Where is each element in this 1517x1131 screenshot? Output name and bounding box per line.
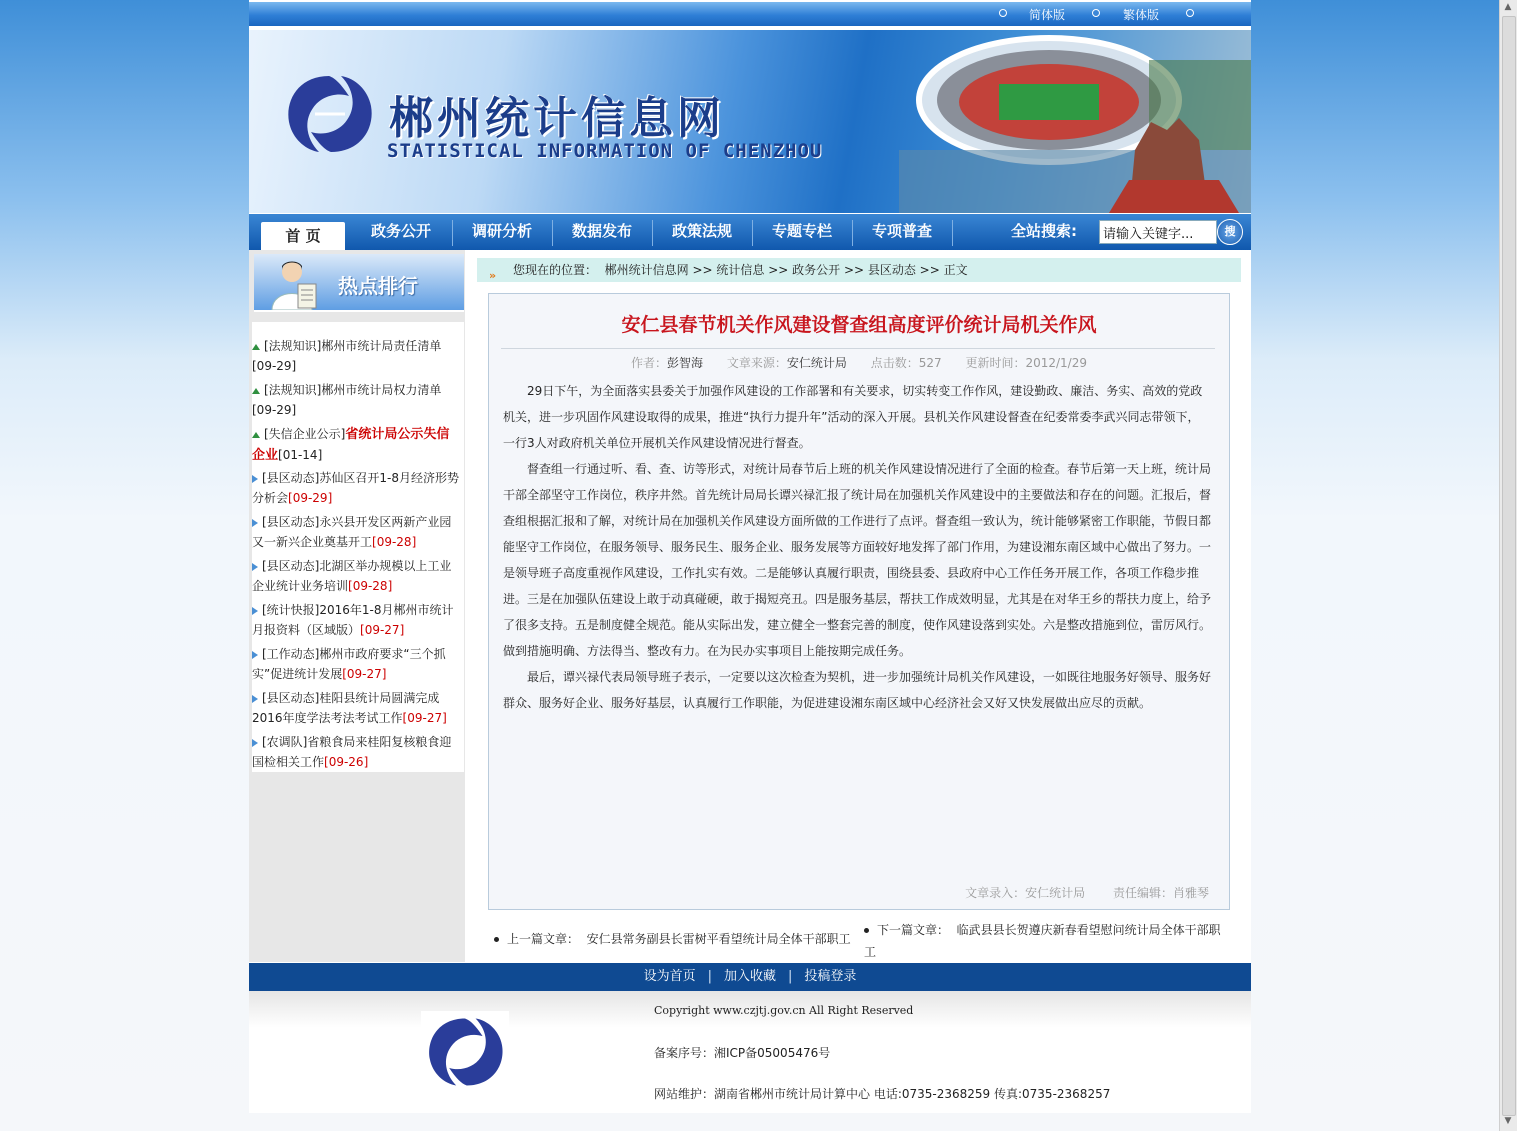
list-item-title[interactable]: [法规知识]郴州市统计局权力清单: [264, 383, 442, 397]
list-item[interactable]: [252, 644, 462, 684]
nav-topics[interactable]: 专题专栏: [771, 222, 832, 240]
source-label: 文章来源：: [726, 356, 787, 370]
editor-label: 责任编辑：: [1112, 886, 1173, 900]
arrow-right-icon: [252, 739, 258, 747]
next-label: 下一篇文章：: [877, 923, 950, 937]
page-container: [249, 0, 1251, 1113]
article-meta: [489, 354, 1229, 371]
bullet-icon: [1092, 9, 1100, 17]
banner: [249, 30, 1251, 213]
footer-links: 设为首页 | 加入收藏 | 投稿登录: [249, 963, 1251, 991]
list-item-date: [09-29]: [252, 403, 297, 417]
list-item-date: [09-29]: [288, 491, 333, 505]
author: 彭智海: [667, 356, 704, 370]
paragraph: 最后，谭兴禄代表局领导班子表示，一定要以这次检查为契机，进一步加强统计局机关作风建设，一如既往地服务好领导、服务好群众、服务好企业、服务好基层，认真履行工作职能，为促进建设湘东南区域中心经济社会又好又快发展做出应尽的贡献。: [503, 670, 1212, 710]
author-label: 作者：: [630, 356, 667, 370]
prev-article: [494, 930, 851, 947]
breadcrumb-text: [513, 258, 968, 282]
list-item-title[interactable]: [工作动态]郴州市政府要求“三个抓实”促进统计发展: [252, 647, 446, 681]
arrow-right-icon: [252, 563, 258, 571]
list-item-date: [09-27]: [360, 623, 405, 637]
sidebar: [249, 250, 465, 962]
list-item-date: [09-26]: [324, 755, 369, 769]
list-item[interactable]: [252, 512, 462, 552]
breadcrumb-prefix: 您现在的位置：: [513, 263, 598, 277]
prev-label: 上一篇文章：: [507, 932, 580, 946]
footer: [249, 991, 1251, 1113]
arrow-up-icon: [252, 432, 260, 438]
search-label: 全站搜索:: [1011, 222, 1077, 240]
search-button-icon[interactable]: 搜: [1217, 219, 1243, 245]
main-nav: [249, 214, 1251, 250]
bullet-icon: [494, 937, 499, 942]
hot-list: [252, 322, 464, 772]
scroll-up-arrow-icon[interactable]: ▲: [1504, 2, 1512, 12]
list-item[interactable]: [252, 688, 462, 728]
updated: 2012/1/29: [1025, 356, 1087, 370]
icp-number: 备案序号：湘ICP备05005476号: [654, 1046, 831, 1060]
simplified-link[interactable]: 简体版: [1029, 8, 1066, 22]
arrow-right-icon: [252, 475, 258, 483]
next-article-link[interactable]: 临武县县长贺遵庆新春看望慰问统计局全体干部职工: [864, 923, 1221, 959]
article-body: [503, 378, 1211, 716]
double-arrow-icon: »: [489, 269, 497, 282]
hits-label: 点击数：: [870, 356, 919, 370]
paragraph: 29日下午，为全面落实县委关于加强作风建设的工作部署和有关要求，切实转变工作作风，建设勤政、廉洁、务实、高效的党政机关，进一步巩固作风建设取得的成果，推进“执行力提升年”活动的深入开展。县机关作风建设督查在纪委常委李武兴同志带领下，一行3人对政府机关单位开展机关作风建设情况进行督查。: [503, 384, 1203, 450]
footer-logo-icon: [421, 1011, 509, 1093]
list-item-title[interactable]: [农调队]省粮食局来桂阳复核粮食迎国检相关工作: [252, 735, 452, 769]
list-item[interactable]: [252, 468, 462, 508]
list-item[interactable]: [252, 732, 462, 772]
nav-policy[interactable]: 政策法规: [671, 222, 732, 240]
nav-government-affairs[interactable]: 政务公开: [370, 222, 431, 240]
arrow-up-icon: [252, 388, 260, 394]
prev-article-link[interactable]: 安仁县常务副县长雷树平看望统计局全体干部职工: [586, 932, 851, 946]
maintainer-info: 网站维护：湖南省郴州市统计局计算中心 电话:0735-2368259 传真:0735-2368257: [654, 1087, 1111, 1101]
entered-by: 安仁统计局: [1025, 886, 1086, 900]
article-footer: [965, 884, 1209, 901]
set-homepage-link[interactable]: 设为首页: [643, 969, 696, 984]
list-item-date: [09-27]: [402, 711, 447, 725]
list-item[interactable]: [252, 380, 462, 420]
updated-label: 更新时间：: [965, 356, 1026, 370]
breadcrumb: [477, 258, 1241, 282]
top-bar: [249, 2, 1251, 26]
list-item-title[interactable]: [县区动态]桂阳县统计局圆满完成2016年度学法考法考试工作: [252, 691, 440, 725]
bullet-icon: [999, 9, 1007, 17]
list-item-date: [09-28]: [372, 535, 417, 549]
list-item-category[interactable]: [失信企业公示]: [264, 427, 346, 441]
site-title: 郴州统计信息网: [389, 93, 725, 144]
hits: 527: [918, 356, 942, 370]
scrollbar-thumb[interactable]: [1502, 16, 1516, 1116]
entered-label: 文章录入：: [965, 886, 1026, 900]
nav-census[interactable]: 专项普查: [871, 222, 932, 240]
doctor-clipboard-icon: [264, 258, 328, 310]
nav-data-release[interactable]: 数据发布: [571, 222, 632, 240]
breadcrumb-path[interactable]: 郴州统计信息网 >> 统计信息 >> 政务公开 >> 县区动态 >> 正文: [604, 263, 968, 277]
vertical-scrollbar[interactable]: [1499, 0, 1517, 1131]
arrow-up-icon: [252, 344, 260, 350]
submit-login-link[interactable]: 投稿登录: [804, 969, 857, 984]
next-article: [864, 919, 1224, 963]
nav-home[interactable]: 首 页: [261, 222, 345, 250]
editor: 肖雅琴: [1172, 886, 1209, 900]
copyright: Copyright www.czjtj.gov.cn All Right Reserved: [654, 1004, 914, 1017]
list-item-title[interactable]: [县区动态]苏仙区召开1-8月经济形势分析会: [252, 471, 459, 505]
traditional-link[interactable]: 繁体版: [1123, 8, 1160, 22]
bullet-icon: [1186, 9, 1194, 17]
paragraph: 督查组一行通过听、看、查、访等形式，对统计局春节后上班的机关作风建设情况进行了全面的检查。春节后第一天上班，统计局干部全部坚守工作岗位，秩序井然。首先统计局局长谭兴禄汇报了统计局在加强机关作风建设中的主要做法和存在的问题。汇报后，督查组根据汇报和了解，对统计局在加强机关作风建设方面所做的工作进行了点评。督查组一致认为，统计能够紧密工作职能，节假日都能坚守工作岗位，在服务领导、服务民生、服务企业、服务发展等方面较好地发挥了部门作用，为建设湘东南区域中心做出了努力。一是领导班子高度重视作风建设，工作扎实有效。二是能够认真履行职责，围绕县委、县政府中心工作任务开展工作，各项工作稳步推进。三是在加强队伍建设上敢于动真碰硬，敢于揭短亮丑。四是服务基层，帮扶工作成效明显，尤其是在对华王乡的帮扶力度上，给予了很多支持。五是制度健全规范。能从实际出发，建立健全一整套完善的制度，使作风建设落到实处。六是整改措施到位，雷厉风行。做到措施明确、方法得当、整改有力。在为民办实事项目上能按期完成任务。: [503, 462, 1212, 658]
nav-research[interactable]: 调研分析: [471, 222, 532, 240]
article: [488, 293, 1230, 910]
list-item-title[interactable]: [县区动态]永兴县开发区两新产业园又一新兴企业奠基开工: [252, 515, 452, 549]
list-item-date: [09-28]: [348, 579, 393, 593]
list-item-date: [01-14]: [278, 448, 323, 462]
logo-icon: [279, 70, 379, 158]
list-item[interactable]: [252, 336, 462, 376]
site-subtitle: STATISTICAL INFORMATION OF CHENZHOU: [387, 140, 823, 162]
list-item-date: [09-27]: [342, 667, 387, 681]
scroll-down-arrow-icon[interactable]: ▼: [1504, 1116, 1512, 1126]
hot-ranking-title: 热点排行: [338, 274, 418, 298]
bullet-icon: [864, 928, 869, 933]
hot-ranking-header: [254, 254, 464, 312]
list-item-date: [09-29]: [252, 359, 297, 373]
arrow-right-icon: [252, 607, 258, 615]
stadium-image: [899, 30, 1251, 213]
arrow-right-icon: [252, 695, 258, 703]
article-title: 安仁县春节机关作风建设督查组高度评价统计局机关作风: [621, 314, 1097, 336]
list-item[interactable]: [252, 600, 462, 640]
divider: [501, 348, 1215, 349]
arrow-right-icon: [252, 519, 258, 527]
arrow-right-icon: [252, 651, 258, 659]
list-item-title[interactable]: [统计快报]2016年1-8月郴州市统计月报资料（区域版）: [252, 603, 454, 637]
list-item-title[interactable]: [县区动态]北湖区举办规模以上工业企业统计业务培训: [252, 559, 452, 593]
search-input[interactable]: [1099, 220, 1217, 244]
list-item[interactable]: [252, 556, 462, 596]
list-item-title[interactable]: 省统计局公示失信企业: [252, 427, 450, 463]
add-favorite-link[interactable]: 加入收藏: [723, 969, 776, 984]
list-item[interactable]: [252, 424, 462, 466]
nav-divider: [952, 220, 953, 246]
source: 安仁统计局: [786, 356, 847, 370]
list-item-title[interactable]: [法规知识]郴州市统计局责任清单: [264, 339, 442, 353]
